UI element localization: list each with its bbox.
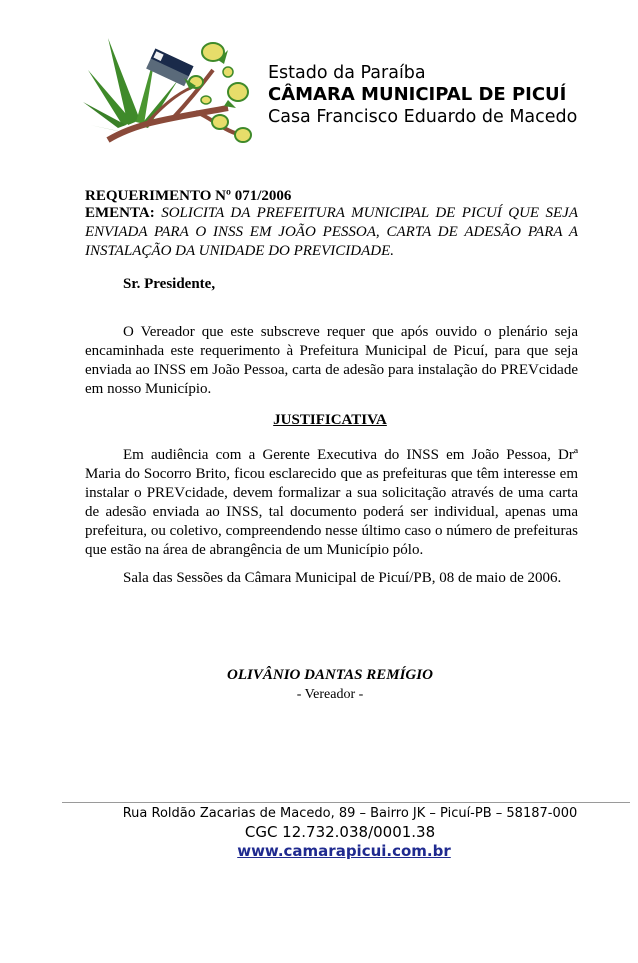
request-paragraph: O Vereador que este subscreve requer que após ouvido o plenário seja encaminhada este requerimento à Prefeitura Municipal de Picuí, para que seja enviada ao INSS em João Pessoa, carta de adesão para instalação do PREVcidade em nosso Município. — [85, 324, 578, 397]
session-date-line: Sala das Sessões da Câmara Municipal de Picuí/PB, 08 de maio de 2006. — [123, 570, 562, 586]
ementa — [85, 204, 578, 261]
ementa-label: EMENTA: — [85, 205, 155, 221]
website-link[interactable]: www.camarapicui.com.br — [237, 842, 451, 860]
state-name: Estado da Paraíba — [268, 63, 426, 83]
letterhead — [268, 62, 577, 128]
footer-divider — [62, 802, 630, 803]
ementa-text: SOLICITA DA PREFEITURA MUNICIPAL DE PICUÍ QUE SEJA ENVIADA PARA O INSS EM JOÃO PESSOA, CARTA DE ADESÃO PARA A INSTALAÇÃO DA UNIDADE DO PREVICIDADE. — [85, 205, 578, 259]
signature-role: - Vereador - — [296, 687, 364, 702]
greeting: Sr. Presidente, — [123, 276, 216, 292]
house-name: Casa Francisco Eduardo de Macedo — [268, 107, 578, 127]
chamber-name: CÂMARA MUNICIPAL DE PICUÍ — [268, 84, 567, 105]
signature-name: OLIVÂNIO DANTAS REMÍGIO — [227, 667, 433, 683]
document-title: REQUERIMENTO Nº 071/2006 — [85, 188, 292, 204]
footer-cgc: CGC 12.732.038/0001.38 — [244, 823, 436, 841]
justificativa-heading: JUSTIFICATIVA — [273, 412, 387, 428]
camara-logo — [78, 30, 258, 150]
justification-paragraph: Em audiência com a Gerente Executiva do INSS em João Pessoa, Drª Maria do Socorro Brito, ficou esclarecido que as prefeituras que têm interesse em instalar o PREVcidade, devem formalizar a sua solicitação através de uma carta de adesão enviada ao INSS, tal documento poderá ser individual, apenas uma prefeitura, ou coletivo, compreendendo nesse último caso o número de prefeituras que estão na área de abrangência de um Município pólo. — [85, 447, 578, 558]
footer-address: Rua Roldão Zacarias de Macedo, 89 – Bairro JK – Picuí-PB – 58187-000 — [122, 806, 578, 821]
